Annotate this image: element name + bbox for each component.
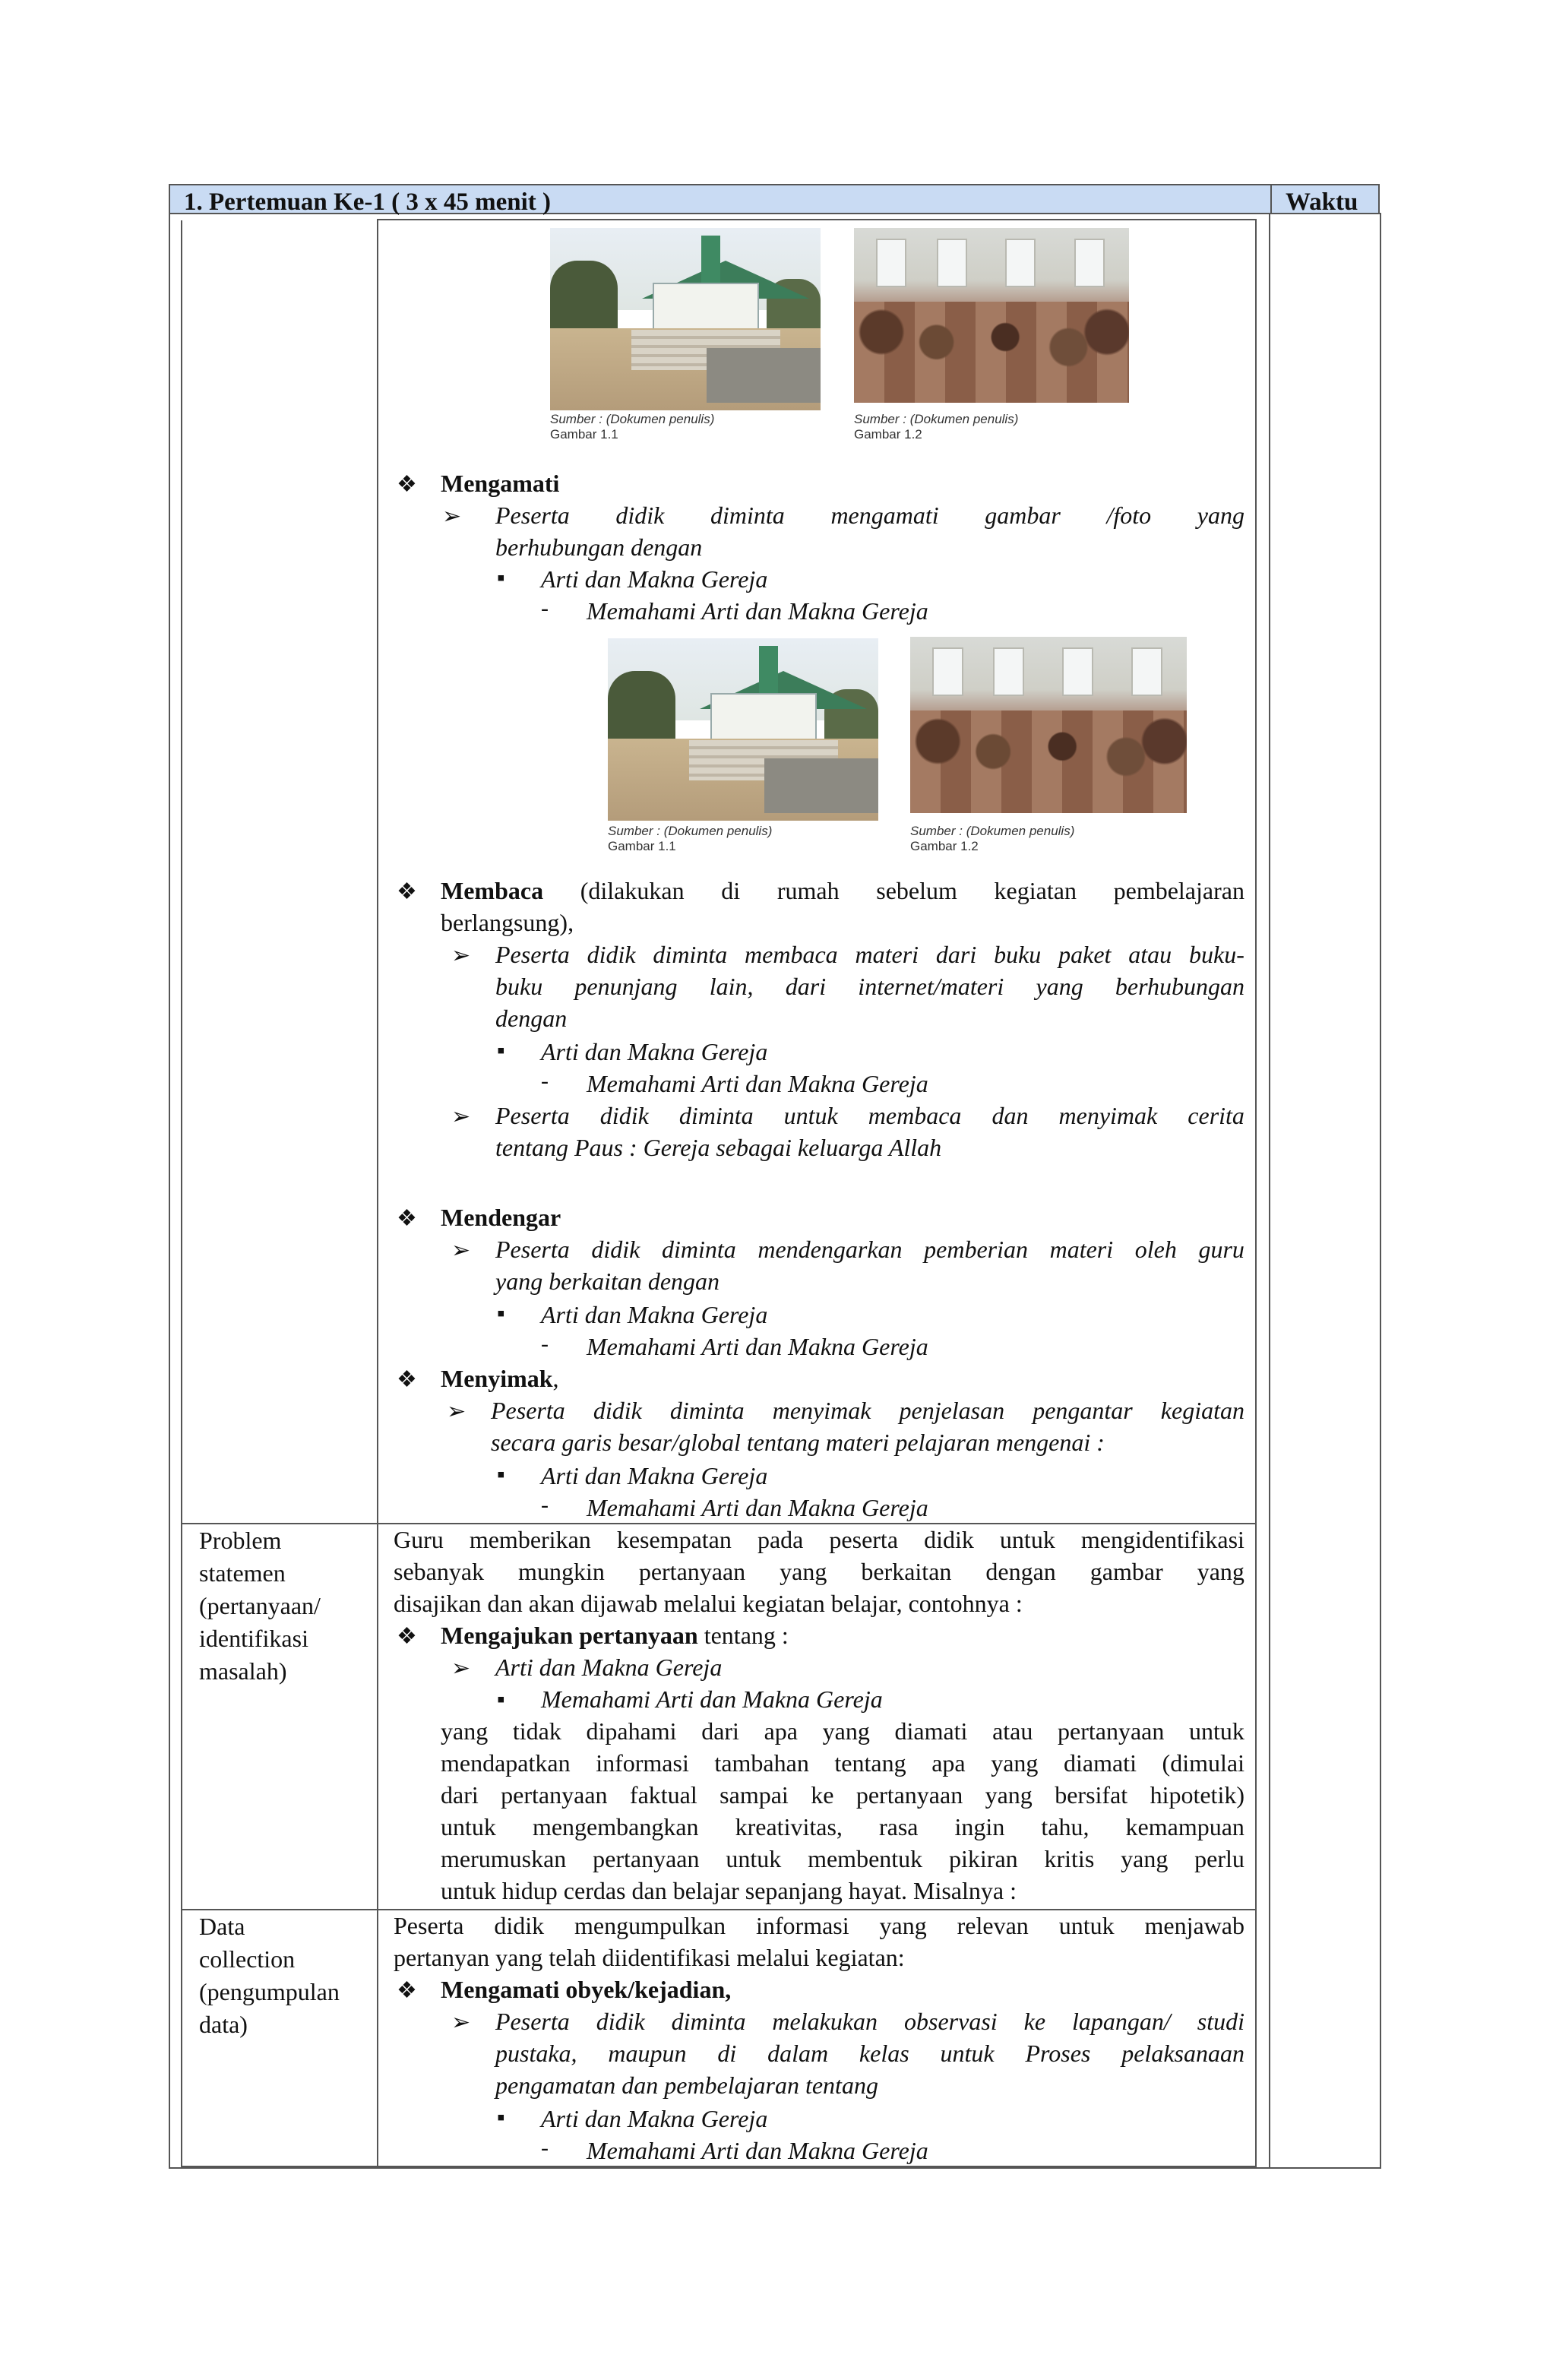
membaca-item1-line1: Peserta didik diminta membaca materi dari buku paket atau buku- bbox=[495, 941, 1244, 968]
outer-right-border bbox=[1380, 213, 1381, 2169]
menyimak-sub: Arti dan Makna Gereja bbox=[541, 1462, 768, 1489]
time-column-header: Waktu bbox=[1286, 188, 1358, 216]
arrow-bullet-icon: ➢ bbox=[442, 504, 462, 529]
problem-para-line6: untuk hidup cerdas dan belajar sepanjang hayat. Misalnya : bbox=[441, 1877, 1017, 1904]
section-heading-mengamati: Mengamati bbox=[441, 470, 560, 497]
square-bullet-icon: ▪ bbox=[497, 1687, 505, 1712]
data-item-line3: pengamatan dan pembelajaran tentang bbox=[495, 2071, 878, 2099]
problem-para-line5: merumuskan pertanyaan untuk membentuk pikiran kritis yang perlu bbox=[441, 1845, 1244, 1872]
membaca-sub: Arti dan Makna Gereja bbox=[541, 1038, 768, 1065]
mendengar-item-line1: Peserta didik diminta mendengarkan pemberian materi oleh guru bbox=[495, 1236, 1244, 1263]
dash-bullet: - bbox=[541, 1331, 549, 1356]
membaca-item1-line3: dengan bbox=[495, 1005, 568, 1032]
table-header bbox=[169, 184, 1380, 214]
square-bullet-icon: ▪ bbox=[497, 1301, 505, 1326]
menyimak-item-line2: secara garis besar/global tentang materi pelajaran mengenai : bbox=[491, 1429, 1105, 1456]
mendengar-item-line2: yang berkaitan dengan bbox=[495, 1268, 720, 1295]
content-column-border bbox=[1255, 220, 1257, 2169]
membaca-item1-line2: buku penunjang lain, dari internet/materi yang berhubungan bbox=[495, 973, 1244, 1000]
problem-para-line4: untuk mengembangkan kreativitas, rasa ingin tahu, kemampuan bbox=[441, 1813, 1244, 1840]
outer-left-border bbox=[169, 213, 170, 2169]
problem-intro-line2: sebanyak mungkin pertanyaan yang berkaitan dengan gambar yang bbox=[394, 1558, 1244, 1585]
arrow-bullet-icon: ➢ bbox=[451, 1656, 471, 1681]
square-bullet-icon: ▪ bbox=[497, 1038, 505, 1063]
arrow-bullet-icon: ➢ bbox=[451, 1238, 471, 1263]
figure-caption-1-2: Sumber : (Dokumen penulis) Gambar 1.2 bbox=[854, 412, 1019, 442]
membaca-item2-line2: tentang Paus : Gereja sebagai keluarga Allah bbox=[495, 1134, 942, 1161]
content-top-border bbox=[377, 219, 1257, 220]
header-divider bbox=[1270, 185, 1272, 213]
figure-caption-2-1: Sumber : (Dokumen penulis) Gambar 1.1 bbox=[608, 824, 773, 853]
congregation-photo-1 bbox=[854, 228, 1129, 403]
dash-bullet: - bbox=[541, 596, 549, 621]
problem-intro-line1: Guru memberikan kesempatan pada peserta didik untuk mengidentifikasi bbox=[394, 1526, 1244, 1553]
mengamati-sub: Arti dan Makna Gereja bbox=[541, 565, 768, 593]
lesson-table bbox=[169, 184, 1381, 2169]
data-collection-label: Data collection (pengumpulan data) bbox=[199, 1913, 340, 2038]
outer-bottom-border bbox=[169, 2167, 1381, 2169]
square-bullet-icon: ▪ bbox=[497, 1462, 505, 1487]
square-bullet-icon: ▪ bbox=[497, 565, 505, 590]
figure-caption-2-2: Sumber : (Dokumen penulis) Gambar 1.2 bbox=[910, 824, 1075, 853]
problem-sub: Memahami Arti dan Makna Gereja bbox=[541, 1685, 883, 1713]
diamond-bullet-icon: ❖ bbox=[397, 879, 417, 904]
problem-para-line1: yang tidak dipahami dari apa yang diamati atau pertanyaan untuk bbox=[441, 1717, 1244, 1745]
problem-para-line3: dari pertanyaan faktual sampai ke pertanyaan yang bersifat hipotetik) bbox=[441, 1781, 1244, 1809]
figure-caption-1-1: Sumber : (Dokumen penulis) Gambar 1.1 bbox=[550, 412, 715, 442]
row-divider-data bbox=[181, 1909, 1257, 1910]
problem-statement-label: Problem statemen (pertanyaan/ identifikasi masalah) bbox=[199, 1527, 321, 1685]
membaca-line1: Membaca (dilakukan di rumah sebelum kegiatan pembelajaran bbox=[441, 877, 1244, 904]
section-heading-mengamati-obyek: Mengamati obyek/kejadian, bbox=[441, 1976, 732, 2003]
membaca-item2-line1: Peserta didik diminta untuk membaca dan menyimak cerita bbox=[495, 1102, 1244, 1129]
data-intro-line2: pertanyan yang telah diidentifikasi melalui kegiatan: bbox=[394, 1944, 905, 1971]
problem-para-line2: mendapatkan informasi tambahan tentang apa yang diamati (dimulai bbox=[441, 1749, 1244, 1777]
church-photo-2 bbox=[608, 638, 878, 821]
diamond-bullet-icon: ❖ bbox=[397, 1978, 417, 2003]
mendengar-subsub: Memahami Arti dan Makna Gereja bbox=[587, 1333, 928, 1360]
data-sub: Arti dan Makna Gereja bbox=[541, 2105, 768, 2132]
congregation-photo-2 bbox=[910, 637, 1187, 813]
membaca-subsub: Memahami Arti dan Makna Gereja bbox=[587, 1070, 928, 1097]
menyimak-subsub: Memahami Arti dan Makna Gereja bbox=[587, 1494, 928, 1521]
mengamati-subsub: Memahami Arti dan Makna Gereja bbox=[587, 597, 928, 625]
meeting-title: 1. Pertemuan Ke-1 ( 3 x 45 menit ) bbox=[184, 188, 551, 216]
section-heading-menyimak: Menyimak, bbox=[441, 1365, 559, 1392]
arrow-bullet-icon: ➢ bbox=[451, 1104, 471, 1129]
arrow-bullet-icon: ➢ bbox=[447, 1399, 466, 1424]
arrow-bullet-icon: ➢ bbox=[451, 2010, 471, 2035]
data-item-line1: Peserta didik diminta melakukan observasi ke lapangan/ studi bbox=[495, 2008, 1244, 2035]
membaca-line2: berlangsung), bbox=[441, 909, 574, 936]
problem-item: Arti dan Makna Gereja bbox=[495, 1654, 723, 1681]
mendengar-sub: Arti dan Makna Gereja bbox=[541, 1301, 768, 1328]
section-heading-mengajukan: Mengajukan pertanyaan tentang : bbox=[441, 1622, 789, 1649]
diamond-bullet-icon: ❖ bbox=[397, 1206, 417, 1231]
dash-bullet: - bbox=[541, 1068, 549, 1093]
data-intro-line1: Peserta didik mengumpulkan informasi yang relevan untuk menjawab bbox=[394, 1912, 1244, 1939]
problem-intro-line3: disajikan dan akan dijawab melalui kegiatan belajar, contohnya : bbox=[394, 1590, 1023, 1617]
menyimak-item-line1: Peserta didik diminta menyimak penjelasan pengantar kegiatan bbox=[491, 1397, 1244, 1424]
dash-bullet: - bbox=[541, 2135, 549, 2160]
mengamati-item-line2: berhubungan dengan bbox=[495, 533, 703, 561]
diamond-bullet-icon: ❖ bbox=[397, 1367, 417, 1392]
inner-left-border bbox=[181, 220, 182, 2167]
diamond-bullet-icon: ❖ bbox=[397, 1624, 417, 1649]
time-column-left-border bbox=[1269, 213, 1270, 2169]
section-heading-mendengar: Mendengar bbox=[441, 1204, 561, 1231]
data-item-line2: pustaka, maupun di dalam kelas untuk Proses pelaksanaan bbox=[495, 2040, 1244, 2067]
data-subsub: Memahami Arti dan Makna Gereja bbox=[587, 2137, 928, 2164]
row-divider-problem bbox=[181, 1523, 1257, 1524]
arrow-bullet-icon: ➢ bbox=[451, 943, 471, 968]
square-bullet-icon: ▪ bbox=[497, 2105, 505, 2130]
dash-bullet: - bbox=[541, 1492, 549, 1518]
label-column-border bbox=[377, 220, 378, 2169]
church-photo-1 bbox=[550, 228, 821, 410]
diamond-bullet-icon: ❖ bbox=[397, 472, 417, 497]
mengamati-item-line1: Peserta didik diminta mengamati gambar /foto yang bbox=[495, 502, 1244, 529]
